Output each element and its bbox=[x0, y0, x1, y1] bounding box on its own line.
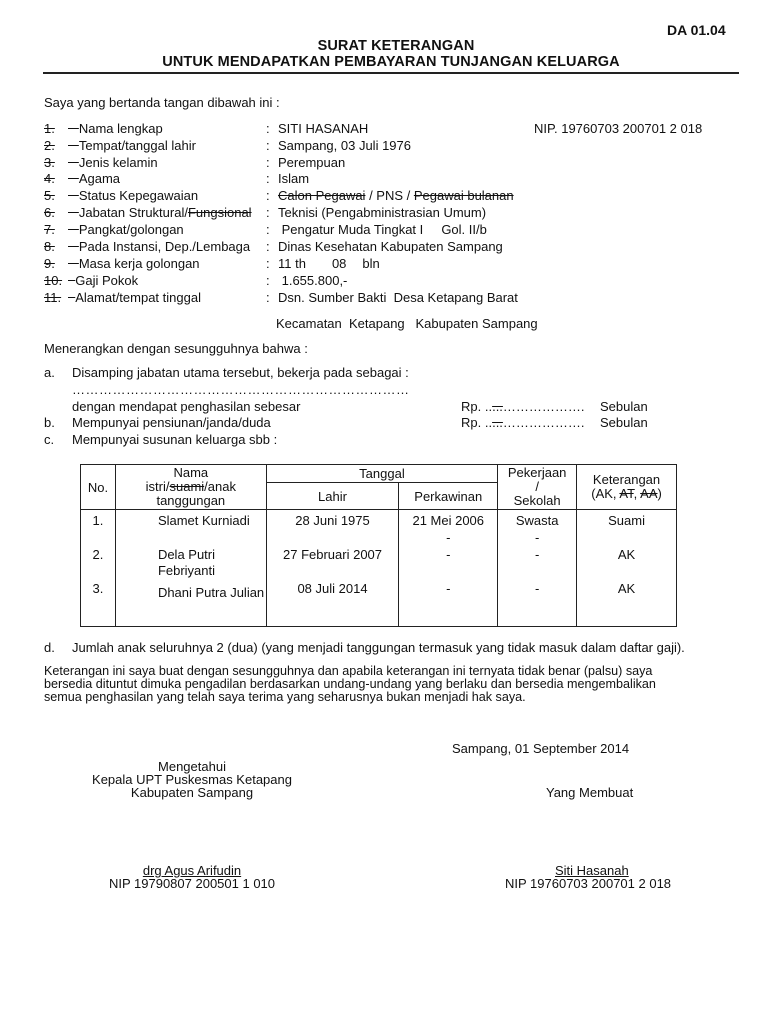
header-nama-anak: /anak bbox=[204, 479, 236, 494]
field-label: Pangkat/golongan bbox=[78, 222, 184, 237]
rp-a bbox=[461, 399, 585, 414]
row-kawin: - bbox=[446, 547, 451, 562]
family-table bbox=[80, 464, 677, 627]
header-nama-istri: istri/ bbox=[145, 479, 170, 494]
sign-left-name: drg Agus Arifudin bbox=[142, 863, 242, 878]
closing-line-1: Keterangan ini saya buat dengan sesungguhnya dan apabila keterangan ini ternyata tidak benar (palsu) saya bbox=[44, 664, 653, 678]
rp-strike: ... bbox=[492, 399, 503, 414]
title-1: SURAT KETERANGAN bbox=[317, 38, 475, 54]
field-value bbox=[278, 188, 514, 203]
field-instansi: 8. Pada Instansi, Dep./Lembaga : Dinas Kesehatan Kabupaten Sampang bbox=[44, 239, 503, 254]
sign-left-nip: NIP 19790807 200501 1 010 bbox=[108, 876, 276, 891]
row-lahir: 08 Juli 2014 bbox=[297, 581, 368, 596]
item-d-text: Jumlah anak seluruhnya 2 (dua) (yang menjadi tanggungan termasuk yang tidak masuk dalam daftar gaji). bbox=[72, 640, 685, 655]
status-option-calon: Calon Pegawai bbox=[278, 188, 366, 203]
header-perkawinan: Perkawinan bbox=[399, 483, 498, 510]
col-no bbox=[81, 510, 116, 627]
field-alamat: 11. Alamat/tempat tinggal : Dsn. Sumber Bakti Desa Ketapang Barat bbox=[44, 290, 518, 305]
row-ket: AK bbox=[617, 547, 636, 562]
item-a-dots: ………………………………………………………………… bbox=[72, 382, 410, 397]
nip-header: NIP. 19760703 200701 2 018 bbox=[534, 121, 703, 136]
field-value: Perempuan bbox=[278, 155, 346, 170]
rp-strike: ... bbox=[492, 415, 503, 430]
field-jabatan: 6. Jabatan Struktural/Fungsional : Teknisi (Pengabministrasian Umum) bbox=[44, 205, 487, 220]
header-keterangan bbox=[577, 465, 677, 510]
field-label: Nama lengkap bbox=[78, 121, 163, 136]
field-label: Agama bbox=[78, 171, 121, 186]
header-tanggal: Tanggal bbox=[266, 465, 497, 483]
header-pek-3: Sekolah bbox=[513, 493, 561, 508]
field-value: Islam bbox=[278, 171, 310, 186]
title-line-2 bbox=[0, 54, 768, 70]
rp-dots: ………………. bbox=[502, 415, 585, 430]
field-no: 1. bbox=[44, 121, 55, 136]
address-line-2: Kecamatan Ketapang Kabupaten Sampang bbox=[276, 316, 538, 331]
title-line-1 bbox=[0, 38, 768, 54]
rp-dots: ………………. bbox=[502, 399, 585, 414]
field-agama: 4. Agama : Islam bbox=[44, 171, 310, 186]
field-nama: 1. Nama lengkap : SITI HASANAH NIP. 19760703 200701 2 018 bbox=[44, 121, 703, 136]
doc-code: DA 01.04 bbox=[667, 22, 726, 38]
menerangkan-text: Menerangkan dengan sesungguhnya bahwa : bbox=[44, 341, 308, 356]
yang-membuat: Yang Membuat bbox=[546, 785, 634, 800]
closing-line-2: bersedia dituntut dimuka pengadilan berdasarkan undang-undang yang berlaku dan bersedia mengembalikan bbox=[44, 677, 656, 691]
ket-ak: (AK, bbox=[591, 486, 620, 501]
field-label: Masa kerja golongan bbox=[78, 256, 200, 271]
masa-bulan: 08 bbox=[331, 256, 347, 271]
field-gaji: 10. Gaji Pokok : 1.655.800,- bbox=[44, 273, 348, 288]
field-value: 1.655.800,- bbox=[278, 273, 348, 288]
field-no: 11. bbox=[44, 290, 62, 305]
field-label: Alamat/tempat tinggal bbox=[75, 290, 201, 305]
row-lahir: 27 Februari 2007 bbox=[283, 547, 383, 562]
header-lahir: Lahir bbox=[266, 483, 399, 510]
row-ket: AK bbox=[617, 581, 636, 596]
row-no: 2. bbox=[92, 547, 104, 562]
ket-at: AT bbox=[619, 486, 634, 501]
row-lahir: 28 Juni 1975 bbox=[295, 513, 370, 528]
col-lahir bbox=[266, 510, 399, 627]
row-kawin: 21 Mei 2006 bbox=[412, 513, 485, 528]
masa-tahun: 11 th bbox=[278, 256, 306, 271]
kepala-title: Kepala UPT Puskesmas Ketapang bbox=[92, 772, 292, 787]
field-no: 9. bbox=[44, 256, 55, 271]
field-label-strike: Fungsional bbox=[187, 205, 252, 220]
header-ket-2 bbox=[577, 487, 676, 501]
field-value: Dsn. Sumber Bakti Desa Ketapang Barat bbox=[278, 290, 518, 305]
header-pekerjaan bbox=[498, 465, 577, 510]
kabupaten-title: Kabupaten Sampang bbox=[130, 785, 254, 800]
field-label: Jenis kelamin bbox=[78, 155, 158, 170]
field-value bbox=[278, 256, 380, 271]
field-label: Tempat/tanggal lahir bbox=[78, 138, 196, 153]
field-no: 5. bbox=[44, 188, 55, 203]
field-no: 2. bbox=[44, 138, 55, 153]
row-pek-extra: - bbox=[534, 530, 540, 545]
item-b-letter: b. bbox=[44, 415, 55, 430]
item-a-text: Disamping jabatan utama tersebut, bekerja pada sebagai : bbox=[72, 365, 409, 380]
masa-bln-label: bln bbox=[362, 256, 380, 271]
item-d-letter: d. bbox=[44, 640, 55, 655]
header-nama bbox=[115, 465, 266, 510]
item-c-text: Mempunyai susunan keluarga sbb : bbox=[72, 432, 278, 447]
mengetahui: Mengetahui bbox=[158, 759, 226, 774]
field-ttl: 2. Tempat/tanggal lahir : Sampang, 03 Juli 1976 bbox=[44, 138, 411, 153]
sebulan-a: Sebulan bbox=[600, 399, 648, 414]
row-nama: Dhani Putra Julian bbox=[157, 585, 265, 600]
field-value: Pengatur Muda Tingkat I Gol. II/b bbox=[278, 222, 487, 237]
field-no: 6. bbox=[44, 205, 55, 220]
header-no: No. bbox=[81, 465, 116, 510]
row-ket: Suami bbox=[608, 513, 645, 528]
item-c-letter: c. bbox=[44, 432, 55, 447]
intro-text: Saya yang bertanda tangan dibawah ini : bbox=[44, 95, 280, 110]
title-2: UNTUK MENDAPATKAN PEMBAYARAN TUNJANGAN KELUARGA bbox=[162, 54, 620, 70]
place-date: Sampang, 01 September 2014 bbox=[452, 741, 630, 756]
status-option-pns: / PNS / bbox=[365, 188, 414, 203]
header-nama-2 bbox=[116, 480, 266, 494]
field-value: SITI HASANAH bbox=[278, 121, 369, 136]
rp-b bbox=[461, 415, 585, 430]
row-pek: Swasta bbox=[515, 513, 559, 528]
field-no: 7. bbox=[44, 222, 55, 237]
col-pekerjaan bbox=[498, 510, 577, 627]
title-underline bbox=[43, 72, 739, 74]
field-label: Gaji Pokok bbox=[75, 273, 139, 288]
col-nama bbox=[115, 510, 266, 627]
closing-line-3: semua penghasilan yang telah saya terima yang seharusnya bukan menjadi hak saya. bbox=[44, 690, 526, 704]
row-no: 1. bbox=[92, 513, 104, 528]
rp-label: Rp. .. bbox=[461, 415, 493, 430]
row-pek: - bbox=[534, 581, 540, 596]
field-jenis-kelamin: 3. Jenis kelamin : Perempuan bbox=[44, 155, 346, 170]
field-value: Teknisi (Pengabministrasian Umum) bbox=[278, 205, 487, 220]
header-pek-1: Pekerjaan bbox=[507, 465, 567, 480]
ket-aa: AA bbox=[640, 486, 658, 501]
row-pek: - bbox=[534, 547, 540, 562]
field-no: 3. bbox=[44, 155, 55, 170]
sebulan-b: Sebulan bbox=[600, 415, 648, 430]
field-no: 10. bbox=[44, 273, 63, 288]
sign-right-nip: NIP 19760703 200701 2 018 bbox=[505, 876, 672, 891]
field-label: Status Kepegawaian bbox=[78, 188, 199, 203]
field-label: Pada Instansi, Dep./Lembaga bbox=[78, 239, 251, 254]
field-status: 5. Status Kepegawaian : Calon Pegawai / PNS / Pegawai bulanan bbox=[44, 188, 514, 203]
header-pek-2: / bbox=[535, 479, 539, 494]
penghasilan-text: dengan mendapat penghasilan sebesar bbox=[72, 399, 301, 414]
header-nama-1: Nama bbox=[173, 465, 209, 480]
col-keterangan bbox=[577, 510, 677, 627]
header-ket-1: Keterangan bbox=[592, 472, 661, 487]
field-masa-kerja: 9. Masa kerja golongan : 11 th 08 bln bbox=[44, 256, 380, 271]
status-option-bulanan: Pegawai bulanan bbox=[413, 188, 514, 203]
field-value: Dinas Kesehatan Kabupaten Sampang bbox=[278, 239, 503, 254]
field-pangkat: 7. Pangkat/golongan : Pengatur Muda Tingkat I Gol. II/b bbox=[44, 222, 487, 237]
field-label: Jabatan Struktural/ bbox=[78, 205, 188, 220]
field-value: Sampang, 03 Juli 1976 bbox=[278, 138, 411, 153]
sign-right-name: Siti Hasanah bbox=[555, 863, 629, 878]
header-nama-3: tanggungan bbox=[156, 493, 226, 508]
field-no: 8. bbox=[44, 239, 55, 254]
ket-close: ) bbox=[657, 486, 662, 501]
item-a-letter: a. bbox=[44, 365, 55, 380]
field-no: 4. bbox=[44, 171, 55, 186]
row-kawin-extra: - bbox=[446, 530, 451, 545]
header-nama-suami: suami bbox=[169, 479, 205, 494]
ket-sep: , bbox=[633, 486, 641, 501]
row-nama: Slamet Kurniadi bbox=[157, 513, 250, 528]
item-b-text: Mempunyai pensiunan/janda/duda bbox=[72, 415, 271, 430]
row-nama: Dela Putri Febriyanti bbox=[157, 547, 216, 578]
row-kawin: - bbox=[446, 581, 451, 596]
row-no: 3. bbox=[92, 581, 104, 596]
col-perkawinan bbox=[399, 510, 498, 627]
rp-label: Rp. .. bbox=[461, 399, 493, 414]
